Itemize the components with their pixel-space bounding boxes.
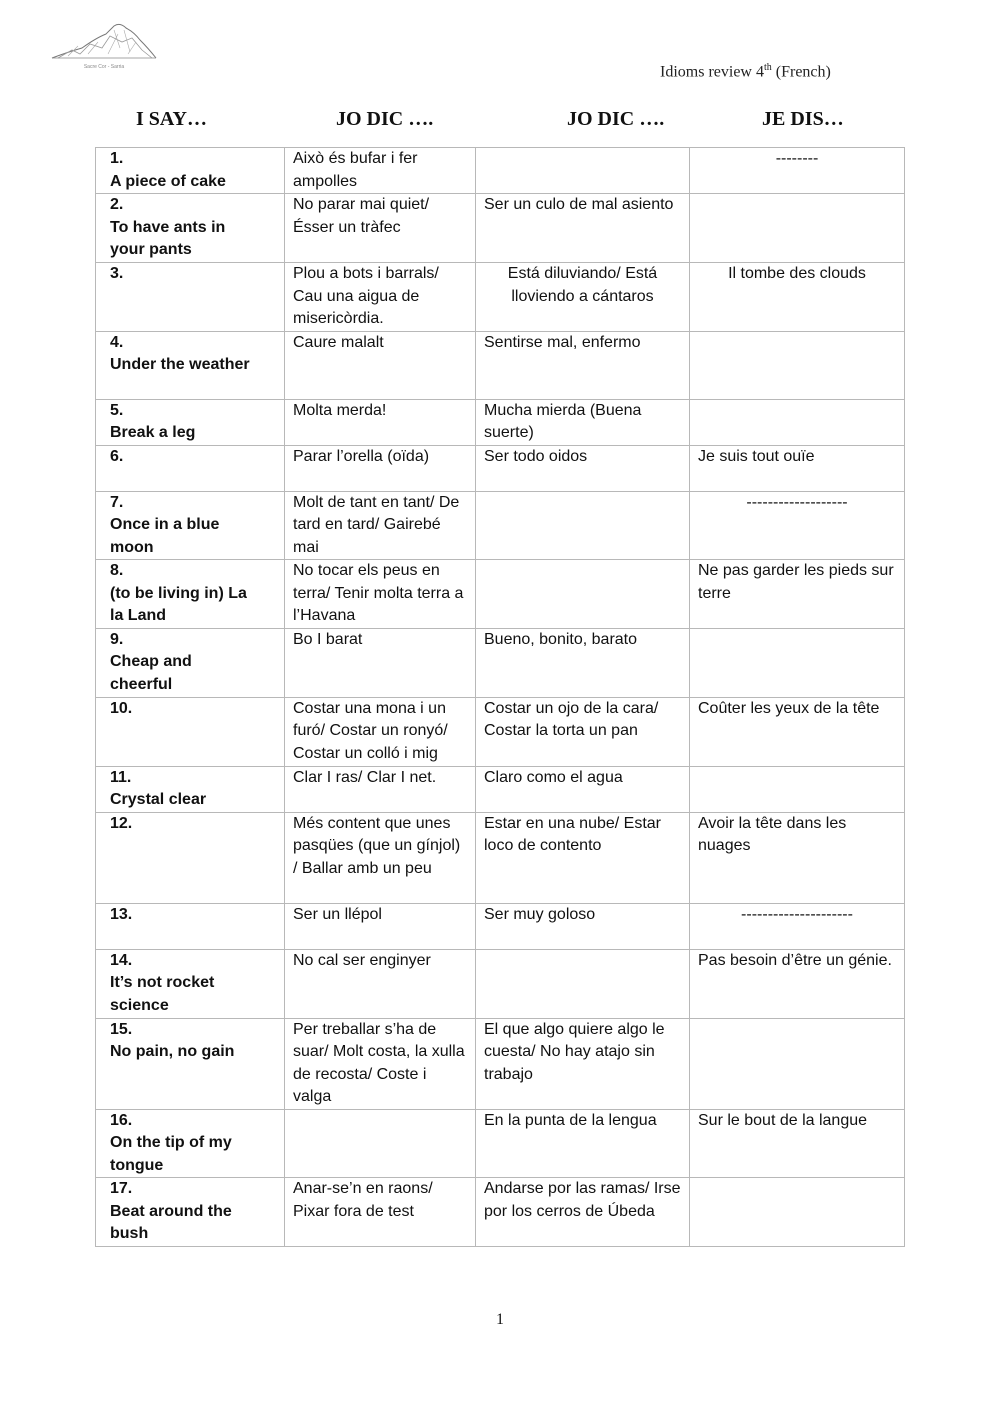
heading-catalan: JO DIC ….	[336, 108, 434, 130]
english-idiom: Crystal clear	[110, 791, 207, 808]
table-row	[96, 148, 905, 194]
french-idiom: Je suis tout ouïe	[690, 445, 905, 491]
english-idiom: A piece of cake	[110, 172, 226, 190]
catalan-idiom: Ser un llépol	[285, 903, 476, 949]
heading-french: JE DIS…	[762, 108, 844, 130]
catalan-idiom: Molta merda!	[285, 399, 476, 445]
catalan-idiom: No tocar els peus en terra/ Tenir molta terra a l’Havana	[285, 560, 476, 629]
english-idiom-cell	[96, 194, 285, 263]
french-idiom: ---------------------	[690, 903, 905, 949]
catalan-idiom: No cal ser enginyer	[285, 949, 476, 1018]
catalan-idiom: Molt de tant en tant/ De tard en tard/ Gairebé mai	[285, 491, 476, 560]
english-idiom: Under the weather	[110, 356, 250, 373]
row-number: 7.	[110, 493, 124, 511]
catalan-idiom: Parar l’orella (oïda)	[285, 445, 476, 491]
english-idiom: Break a leg	[110, 424, 196, 441]
french-idiom: Coûter les yeux de la tête	[690, 697, 905, 766]
french-idiom	[690, 1178, 905, 1247]
table-row	[96, 628, 905, 697]
table-row	[96, 1109, 905, 1178]
english-idiom-cell	[96, 491, 285, 560]
spanish-idiom: Andarse por las ramas/ Irse por los cerros de Úbeda	[476, 1178, 690, 1247]
english-idiom: On the tip of my tongue	[110, 1134, 232, 1174]
spanish-idiom: Ser todo oidos	[476, 445, 690, 491]
french-idiom	[690, 194, 905, 263]
heading-spanish: JO DIC ….	[567, 108, 665, 130]
english-idiom-cell	[96, 148, 285, 194]
document-title: Idioms review 4th (French)	[660, 62, 831, 81]
french-idiom: Sur le bout de la langue	[690, 1109, 905, 1178]
catalan-idiom: Més content que unes pasqües (que un gínjol) / Ballar amb un peu	[285, 812, 476, 903]
logo-text: Sacre Cor - Sarria	[83, 64, 125, 70]
english-idiom-cell	[96, 1018, 285, 1109]
catalan-idiom: No parar mai quiet/ Ésser un tràfec	[285, 194, 476, 263]
spanish-idiom: Ser un culo de mal asiento	[476, 194, 690, 263]
spanish-idiom: Bueno, bonito, barato	[476, 628, 690, 697]
french-idiom	[690, 628, 905, 697]
catalan-idiom: Bo I barat	[285, 628, 476, 697]
english-idiom: (to be living in) La la Land	[110, 584, 247, 624]
catalan-idiom: Plou a bots i barrals/ Cau una aigua de misericòrdia.	[285, 263, 476, 332]
english-idiom-cell	[96, 263, 285, 332]
row-number: 17.	[110, 1180, 133, 1197]
french-idiom	[690, 399, 905, 445]
row-number: 9.	[110, 630, 124, 648]
english-idiom-cell	[96, 697, 285, 766]
catalan-idiom: Per treballar s’ha de suar/ Molt costa, la xulla de recosta/ Coste i valga	[285, 1018, 476, 1109]
table-row	[96, 812, 905, 903]
row-number: 10.	[110, 699, 133, 717]
english-idiom: Once in a blue moon	[110, 516, 220, 556]
english-idiom-cell	[96, 1178, 285, 1247]
english-idiom: To have ants in your pants	[110, 218, 226, 258]
table-row	[96, 1178, 905, 1247]
catalan-idiom: Això és bufar i fer ampolles	[285, 148, 476, 194]
french-idiom	[690, 766, 905, 812]
spanish-idiom: Costar un ojo de la cara/ Costar la torta un pan	[476, 697, 690, 766]
row-number: 14.	[110, 951, 133, 969]
row-number: 5.	[110, 401, 124, 419]
table-row	[96, 445, 905, 491]
spanish-idiom: Claro como el agua	[476, 766, 690, 812]
row-number: 8.	[110, 562, 124, 579]
table-row	[96, 1018, 905, 1109]
english-idiom: Beat around the bush	[110, 1202, 232, 1242]
english-idiom-cell	[96, 766, 285, 812]
table-row	[96, 766, 905, 812]
spanish-idiom	[476, 148, 690, 194]
row-number: 2.	[110, 196, 124, 213]
spanish-idiom	[476, 949, 690, 1018]
spanish-idiom: Está diluviando/ Está lloviendo a cántaros	[476, 263, 690, 332]
row-number: 11.	[110, 768, 132, 786]
english-idiom-cell	[96, 399, 285, 445]
french-idiom	[690, 331, 905, 399]
french-idiom: Ne pas garder les pieds sur terre	[690, 560, 905, 629]
spanish-idiom: En la punta de la lengua	[476, 1109, 690, 1178]
row-number: 12.	[110, 814, 133, 832]
english-idiom-cell	[96, 560, 285, 629]
french-idiom: Pas besoin d’être un génie.	[690, 949, 905, 1018]
english-idiom: No pain, no gain	[110, 1043, 235, 1060]
table-row	[96, 194, 905, 263]
table-row	[96, 697, 905, 766]
english-idiom-cell	[96, 445, 285, 491]
spanish-idiom: Sentirse mal, enfermo	[476, 331, 690, 399]
table-row	[96, 491, 905, 560]
page-number: 1	[496, 1311, 504, 1328]
spanish-idiom	[476, 491, 690, 560]
catalan-idiom: Caure malalt	[285, 331, 476, 399]
english-idiom-cell	[96, 628, 285, 697]
row-number: 13.	[110, 905, 133, 923]
spanish-idiom: Ser muy goloso	[476, 903, 690, 949]
heading-english: I SAY…	[136, 108, 207, 130]
table-row	[96, 331, 905, 399]
row-number: 4.	[110, 333, 124, 351]
catalan-idiom	[285, 1109, 476, 1178]
english-idiom-cell	[96, 812, 285, 903]
french-idiom: Avoir la tête dans les nuages	[690, 812, 905, 903]
english-idiom-cell	[96, 903, 285, 949]
spanish-idiom: El que algo quiere algo le cuesta/ No hay atajo sin trabajo	[476, 1018, 690, 1109]
catalan-idiom: Costar una mona i un furó/ Costar un ronyó/ Costar un colló i mig	[285, 697, 476, 766]
spanish-idiom: Estar en una nube/ Estar loco de contento	[476, 812, 690, 903]
table-row	[96, 949, 905, 1018]
english-idiom-cell	[96, 331, 285, 399]
french-idiom: -------------------	[690, 491, 905, 560]
catalan-idiom: Anar-se’n en raons/ Pixar fora de test	[285, 1178, 476, 1247]
spanish-idiom: Mucha mierda (Buena suerte)	[476, 399, 690, 445]
table-row	[96, 560, 905, 629]
english-idiom: Cheap and cheerful	[110, 653, 192, 693]
row-number: 1.	[110, 150, 124, 167]
row-number: 15.	[110, 1020, 133, 1038]
school-logo	[48, 18, 160, 74]
table-row	[96, 399, 905, 445]
row-number: 3.	[110, 265, 124, 282]
row-number: 6.	[110, 447, 124, 465]
table-row	[96, 263, 905, 332]
french-idiom: Il tombe des clouds	[690, 263, 905, 332]
spanish-idiom	[476, 560, 690, 629]
catalan-idiom: Clar I ras/ Clar I net.	[285, 766, 476, 812]
french-idiom: --------	[690, 148, 905, 194]
english-idiom-cell	[96, 949, 285, 1018]
idioms-table	[95, 147, 905, 1247]
table-row	[96, 903, 905, 949]
row-number: 16.	[110, 1111, 133, 1129]
english-idiom-cell	[96, 1109, 285, 1178]
french-idiom	[690, 1018, 905, 1109]
english-idiom: It’s not rocket science	[110, 974, 215, 1014]
